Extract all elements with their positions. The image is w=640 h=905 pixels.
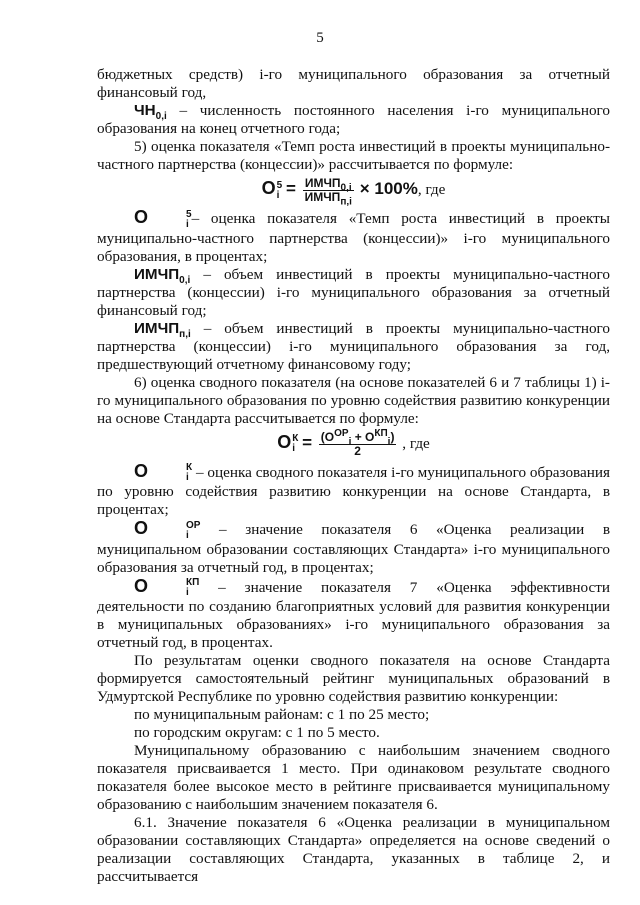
numerator: ИМЧП [304,176,341,190]
definition-imchp-p [97,320,610,374]
formula-sup: К [292,433,299,445]
formula-investment-growth: О 5 i = $\frac{ИМЧП_{0,i}}{ИМЧП_{п,i}}$ × 100%, где [261,176,446,208]
paragraph: бюджетных средств) i-го муниципального образования за отчетный финансовый год, [97,66,610,101]
definition-imchp-o [97,266,610,320]
definition-text: – оценка показателя «Темп роста инвестиций в проекты муниципально-частного партнерства (концессии)» i-го муниципального образования, в процентах; [97,210,610,265]
symbol-chn: ЧН [134,102,156,119]
numerator-close: ) [390,429,395,444]
formula-sub: i [276,189,280,201]
fraction [303,176,354,208]
formula-tail: , где [417,180,446,198]
definition-text: – значение показателя 7 «Оценка эффективности деятельности по созданию благоприятных условий для развития конкуренции в муниципальных образованиях» i-го муниципального образования за отчетный год, в процентах. [97,578,610,652]
definition-text: – значение показателя 6 «Оценка реализации в муниципальном образовании составляющих Стандарта» i-го муниципального образования за отчетный год, в процентах; [97,521,610,576]
numerator-sup: ОР [334,427,349,439]
definition-o5 [97,208,610,266]
denominator: ИМЧП [304,190,341,204]
symbol-o: О [134,207,149,227]
symbol-o: О [134,460,149,481]
symbol-sup: КП [186,577,200,589]
symbol-sup: ОР [186,519,201,531]
symbol-sup: 5 [186,208,192,220]
paragraph: 5) оценка показателя «Темп роста инвестиций в проекты муниципально-частного партнерства (концессии)» рассчитывается по формуле: [97,138,610,173]
formula-multiplier: × 100% [359,178,418,198]
symbol-sub: 0,i [155,111,167,123]
symbol-sub: i [186,218,189,230]
formula-tail: , где [402,434,430,452]
numerator-open: (О [320,429,335,444]
formula-sub: i [292,443,295,455]
symbol-sup: К [186,462,193,474]
definition-text: – оценка сводного показателя i-го муниципального образования по уровню содействия развитию конкуренции на основе Стандарта, в процентах; [97,463,610,519]
definition-oor [97,519,610,577]
paragraph: 6) оценка сводного показателя (на основе показателей 6 и 7 таблицы 1) i-го муниципального образования по уровню содействия развитию конкуренции на основе Стандарта рассчитывается по формуле: [97,373,610,427]
page-number: 5 [316,30,324,46]
numerator-sub: 0,i [340,182,352,194]
formula-lhs: О [261,177,276,198]
symbol-sub: i [186,587,189,599]
formula-lhs: О [277,431,292,452]
definition-okp [97,577,610,653]
denominator-sub: п,i [340,196,352,208]
numerator-sub: i [348,435,352,447]
denominator: 2 [354,443,361,458]
document-body [97,66,610,886]
numerator-plus: + О [351,429,375,444]
formula-sup: 5 [276,179,283,191]
symbol-sub: i [186,529,189,541]
formula-summary-index: О К i = $\frac{(О^{ОР}_i + О^{КП}_i)}{2}$ , где [277,427,430,458]
symbol-imchp: ИМЧП [134,319,180,337]
numerator-sub: i [387,435,391,447]
list-item: по городским округам: с 1 по 5 место. [134,724,380,742]
paragraph: 6.1. Значение показателя 6 «Оценка реализации в муниципальном образовании составляющих Стандарта» определяется на основе сведений о реализации составляющих Стандарта, указанных в таблице 2, и рассчитывается [97,814,610,886]
symbol-sub: 0,i [179,274,191,286]
symbol-o: О [134,518,149,539]
numerator-sup: КП [374,427,388,439]
definition-text: – объем инвестиций в проекты муниципально-частного партнерства (концессии) i-го муниципального образования за год, предшествующий отчетному финансовому году; [97,319,610,373]
definition-text: – объем инвестиций в проекты муниципально-частного партнерства (концессии) i-го муниципального образования за отчетный финансовый год; [97,265,610,319]
symbol-sub: i [186,472,189,484]
definition-chn [97,102,610,138]
definition-text: – численность постоянного населения i-го муниципального образования на конец отчетного года; [97,102,610,137]
list-item: по муниципальным районам: с 1 по 25 место; [134,706,430,724]
symbol-imchp: ИМЧП [134,265,180,283]
paragraph: Муниципальному образованию с наибольшим значением сводного показателя присваивается 1 место. При одинаковом результате сводного показателя более высокое место в рейтинге присваивается муниципальному образованию с наибольшим значением показателя 6. [97,742,610,814]
symbol-o: О [134,575,149,596]
paragraph: По результатам оценки сводного показателя на основе Стандарта формируется самостоятельный рейтинг муниципальных образований в Удмуртской Республике по уровню содействия развитию конкуренции: [97,652,610,706]
definition-ok [97,462,610,520]
symbol-sub: п,i [179,328,191,340]
